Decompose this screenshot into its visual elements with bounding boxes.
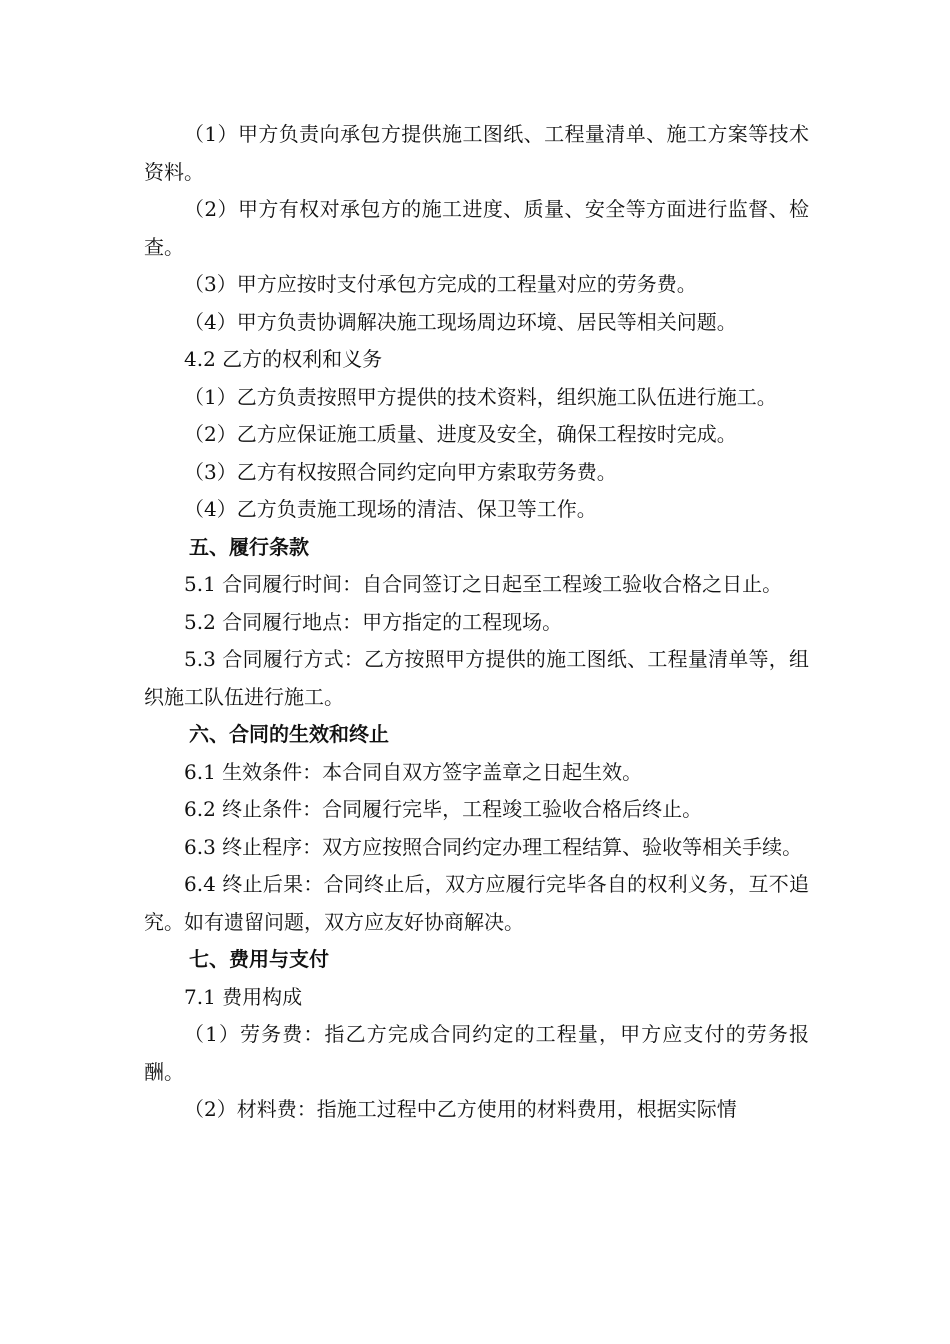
paragraph-section-6-3: 6.3 终止程序：双方应按照合同约定办理工程结算、验收等相关手续。 bbox=[184, 834, 803, 859]
heading-section-6: 六、合同的生效和终止 bbox=[189, 722, 389, 746]
document-page bbox=[144, 116, 809, 1129]
paragraph-party-a-duty-3: （3）甲方应按时支付承包方完成的工程量对应的劳务费。 bbox=[184, 272, 697, 296]
paragraph-section-5-2: 5.2 合同履行地点：甲方指定的工程现场。 bbox=[184, 609, 563, 634]
paragraph-section-6-1: 6.1 生效条件：本合同自双方签字盖章之日起生效。 bbox=[184, 759, 643, 784]
paragraph-party-a-duty-2: （2）甲方有权对承包方的施工进度、质量、安全等方面进行监督、检查。 bbox=[144, 197, 809, 259]
paragraph-section-7-1: 7.1 费用构成 bbox=[184, 984, 303, 1009]
paragraph-section-4-2: 4.2 乙方的权利和义务 bbox=[184, 347, 383, 371]
paragraph-party-b-duty-3: （3）乙方有权按照合同约定向甲方索取劳务费。 bbox=[184, 459, 617, 484]
paragraph-party-a-duty-1: （1）甲方负责向承包方提供施工图纸、工程量清单、施工方案等技术资料。 bbox=[144, 122, 809, 184]
heading-section-7: 七、费用与支付 bbox=[189, 947, 329, 971]
paragraph-section-6-2: 6.2 终止条件：合同履行完毕，工程竣工验收合格后终止。 bbox=[184, 797, 703, 821]
paragraph-labor-fee: （1）劳务费：指乙方完成合同约定的工程量，甲方应支付的劳务报酬。 bbox=[144, 1022, 809, 1084]
paragraph-section-6-4: 6.4 终止后果：合同终止后，双方应履行完毕各自的权利义务，互不追究。如有遗留问题，双方应友好协商解决。 bbox=[144, 872, 809, 934]
heading-section-5: 五、履行条款 bbox=[189, 534, 309, 559]
paragraph-material-fee: （2）材料费：指施工过程中乙方使用的材料费用，根据实际情 bbox=[184, 1097, 737, 1121]
paragraph-section-5-1: 5.1 合同履行时间：自合同签订之日起至工程竣工验收合格之日止。 bbox=[184, 572, 783, 596]
paragraph-party-a-duty-4: （4）甲方负责协调解决施工现场周边环境、居民等相关问题。 bbox=[184, 309, 737, 334]
paragraph-party-b-duty-4: （4）乙方负责施工现场的清洁、保卫等工作。 bbox=[184, 497, 597, 521]
paragraph-section-5-3: 5.3 合同履行方式：乙方按照甲方提供的施工图纸、工程量清单等，组织施工队伍进行施工。 bbox=[144, 647, 809, 709]
paragraph-party-b-duty-2: （2）乙方应保证施工质量、进度及安全，确保工程按时完成。 bbox=[184, 422, 737, 446]
paragraph-party-b-duty-1: （1）乙方负责按照甲方提供的技术资料，组织施工队伍进行施工。 bbox=[184, 384, 777, 409]
